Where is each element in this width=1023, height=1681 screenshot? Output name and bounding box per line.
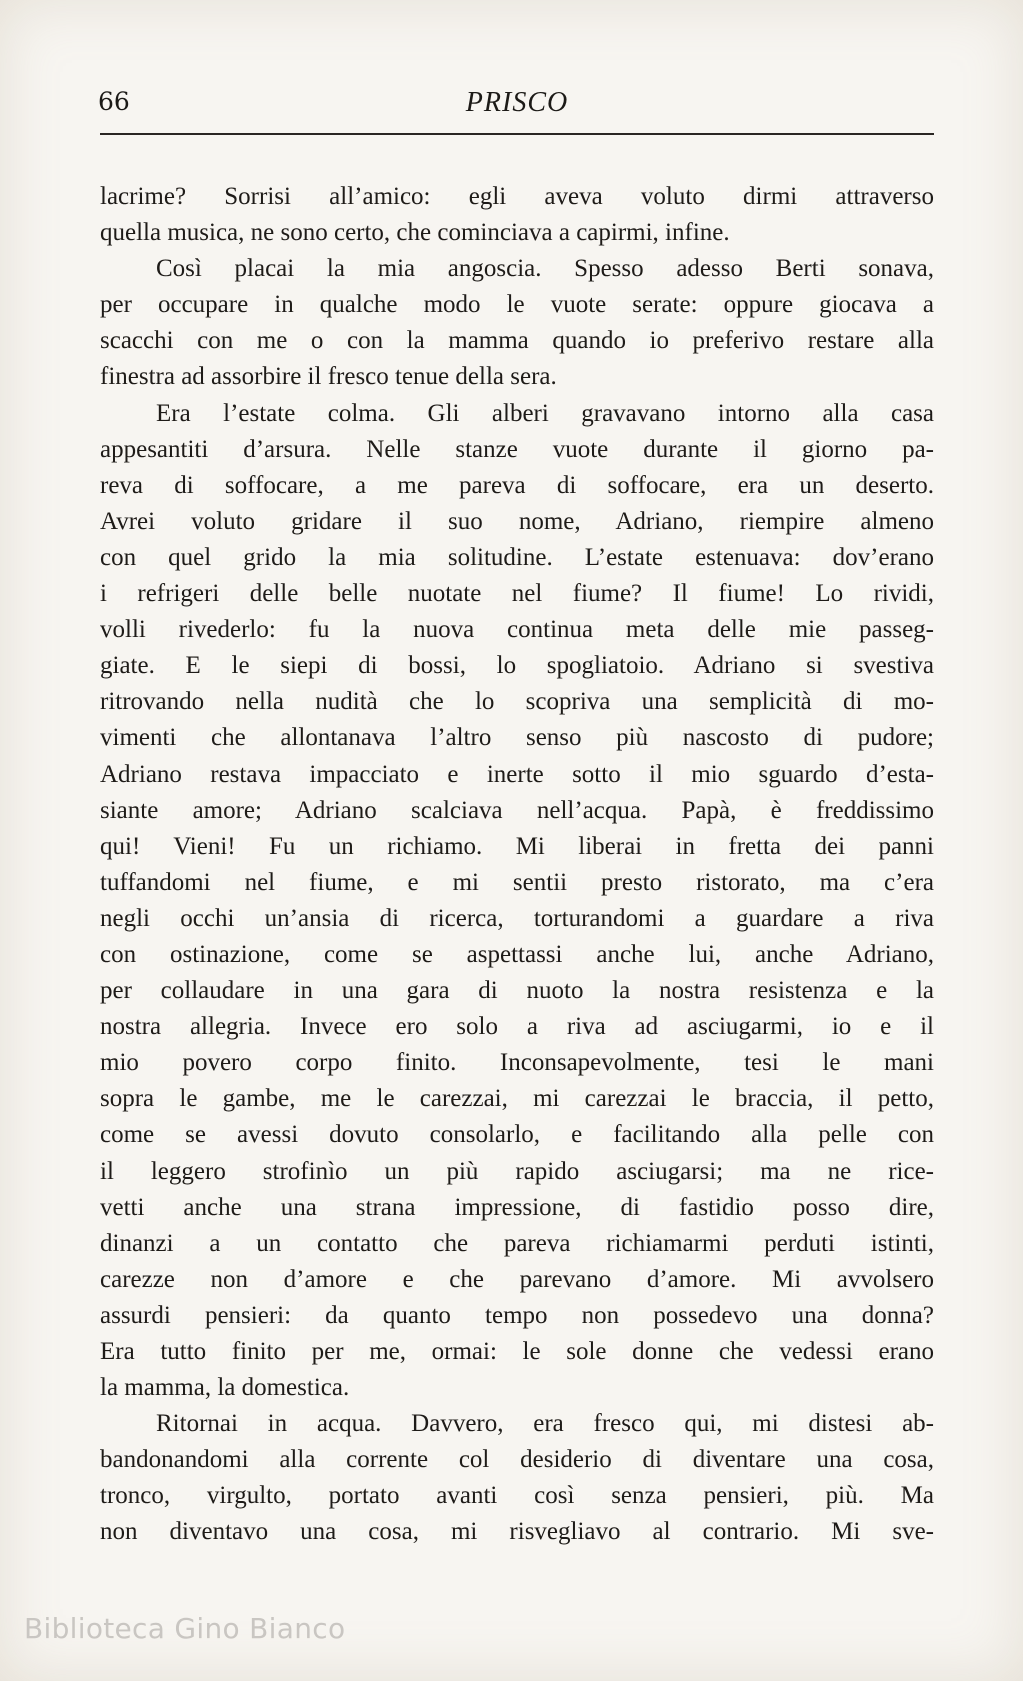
text-line: giate. E le siepi di bossi, lo spogliatoio. Adriano si svestiva: [100, 652, 934, 680]
text-line: il leggero strofinìo un più rapido asciugarsi; ma ne rice-: [100, 1157, 934, 1185]
text-line: Era l’estate colma. Gli alberi gravavano intorno alla casa: [156, 399, 934, 427]
library-watermark: Biblioteca Gino Bianco: [24, 1612, 346, 1645]
text-line: Avrei voluto gridare il suo nome, Adriano, riempire almeno: [100, 507, 934, 535]
text-line: appesantiti d’arsura. Nelle stanze vuote durante il giorno pa-: [100, 435, 934, 463]
text-line: volli rivederlo: fu la nuova continua meta delle mie passeg-: [100, 616, 934, 644]
text-line: reva di soffocare, a me pareva di soffocare, era un deserto.: [100, 471, 934, 499]
text-line: nostra allegria. Invece ero solo a riva ad asciugarmi, io e il: [100, 1013, 934, 1041]
text-line: con ostinazione, come se aspettassi anche lui, anche Adriano,: [100, 940, 934, 968]
text-line: per occupare in qualche modo le vuote serate: oppure giocava a: [100, 291, 934, 319]
header-rule: [100, 133, 934, 135]
text-line: vimenti che allontanava l’altro senso più nascosto di pudore;: [100, 724, 934, 752]
page-header: [98, 85, 936, 129]
text-line: quella musica, ne sono certo, che cominciava a capirmi, infine.: [100, 219, 730, 247]
text-line: dinanzi a un contatto che pareva richiamarmi perduti istinti,: [100, 1229, 934, 1257]
text-line: la mamma, la domestica.: [100, 1374, 350, 1402]
text-line: carezze non d’amore e che parevano d’amore. Mi avvolsero: [100, 1265, 934, 1293]
text-line: tuffandomi nel fiume, e mi sentii presto ristorato, ma c’era: [100, 868, 934, 896]
text-line: scacchi con me o con la mamma quando io preferivo restare alla: [100, 327, 934, 355]
text-line: siante amore; Adriano scalciava nell’acqua. Papà, è freddissimo: [100, 796, 934, 824]
text-line: i refrigeri delle belle nuotate nel fiume? Il fiume! Lo rividi,: [100, 580, 934, 608]
text-line: lacrime? Sorrisi all’amico: egli aveva voluto dirmi attraverso: [100, 183, 934, 210]
text-line: come se avessi dovuto consolarlo, e facilitando alla pelle con: [100, 1121, 934, 1149]
text-line: Era tutto finito per me, ormai: le sole donne che vedessi erano: [100, 1338, 934, 1365]
text-line: con quel grido la mia solitudine. L’estate estenuava: dov’erano: [100, 543, 934, 571]
page-number: 66: [98, 87, 130, 116]
running-title: PRISCO: [465, 87, 569, 118]
text-line: bandonandomi alla corrente col desiderio di diventare una cosa,: [100, 1446, 934, 1474]
text-line: non diventavo una cosa, mi risvegliavo al contrario. Mi sve-: [100, 1518, 934, 1546]
text-line: per collaudare in una gara di nuoto la nostra resistenza e la: [100, 977, 934, 1005]
text-line: Ritornai in acqua. Davvero, era fresco qui, mi distesi ab-: [156, 1410, 934, 1438]
text-line: ritrovando nella nudità che lo scopriva una semplicità di mo-: [100, 688, 934, 716]
text-line: Così placai la mia angoscia. Spesso adesso Berti sonava,: [156, 255, 934, 283]
text-line: vetti anche una strana impressione, di fastidio posso dire,: [100, 1193, 934, 1221]
text-line: assurdi pensieri: da quanto tempo non possedevo una donna?: [100, 1301, 934, 1329]
text-line: finestra ad assorbire il fresco tenue della sera.: [100, 363, 557, 391]
text-line: Adriano restava impacciato e inerte sotto il mio sguardo d’esta-: [100, 760, 934, 788]
text-line: mio povero corpo finito. Inconsapevolmente, tesi le mani: [100, 1049, 934, 1077]
body-text: [100, 179, 934, 1551]
text-line: negli occhi un’ansia di ricerca, torturandomi a guardare a riva: [100, 904, 934, 932]
text-line: tronco, virgulto, portato avanti così senza pensieri, più. Ma: [100, 1482, 934, 1510]
text-line: qui! Vieni! Fu un richiamo. Mi liberai in fretta dei panni: [100, 832, 934, 860]
text-line: sopra le gambe, me le carezzai, mi carezzai le braccia, il petto,: [100, 1085, 934, 1113]
